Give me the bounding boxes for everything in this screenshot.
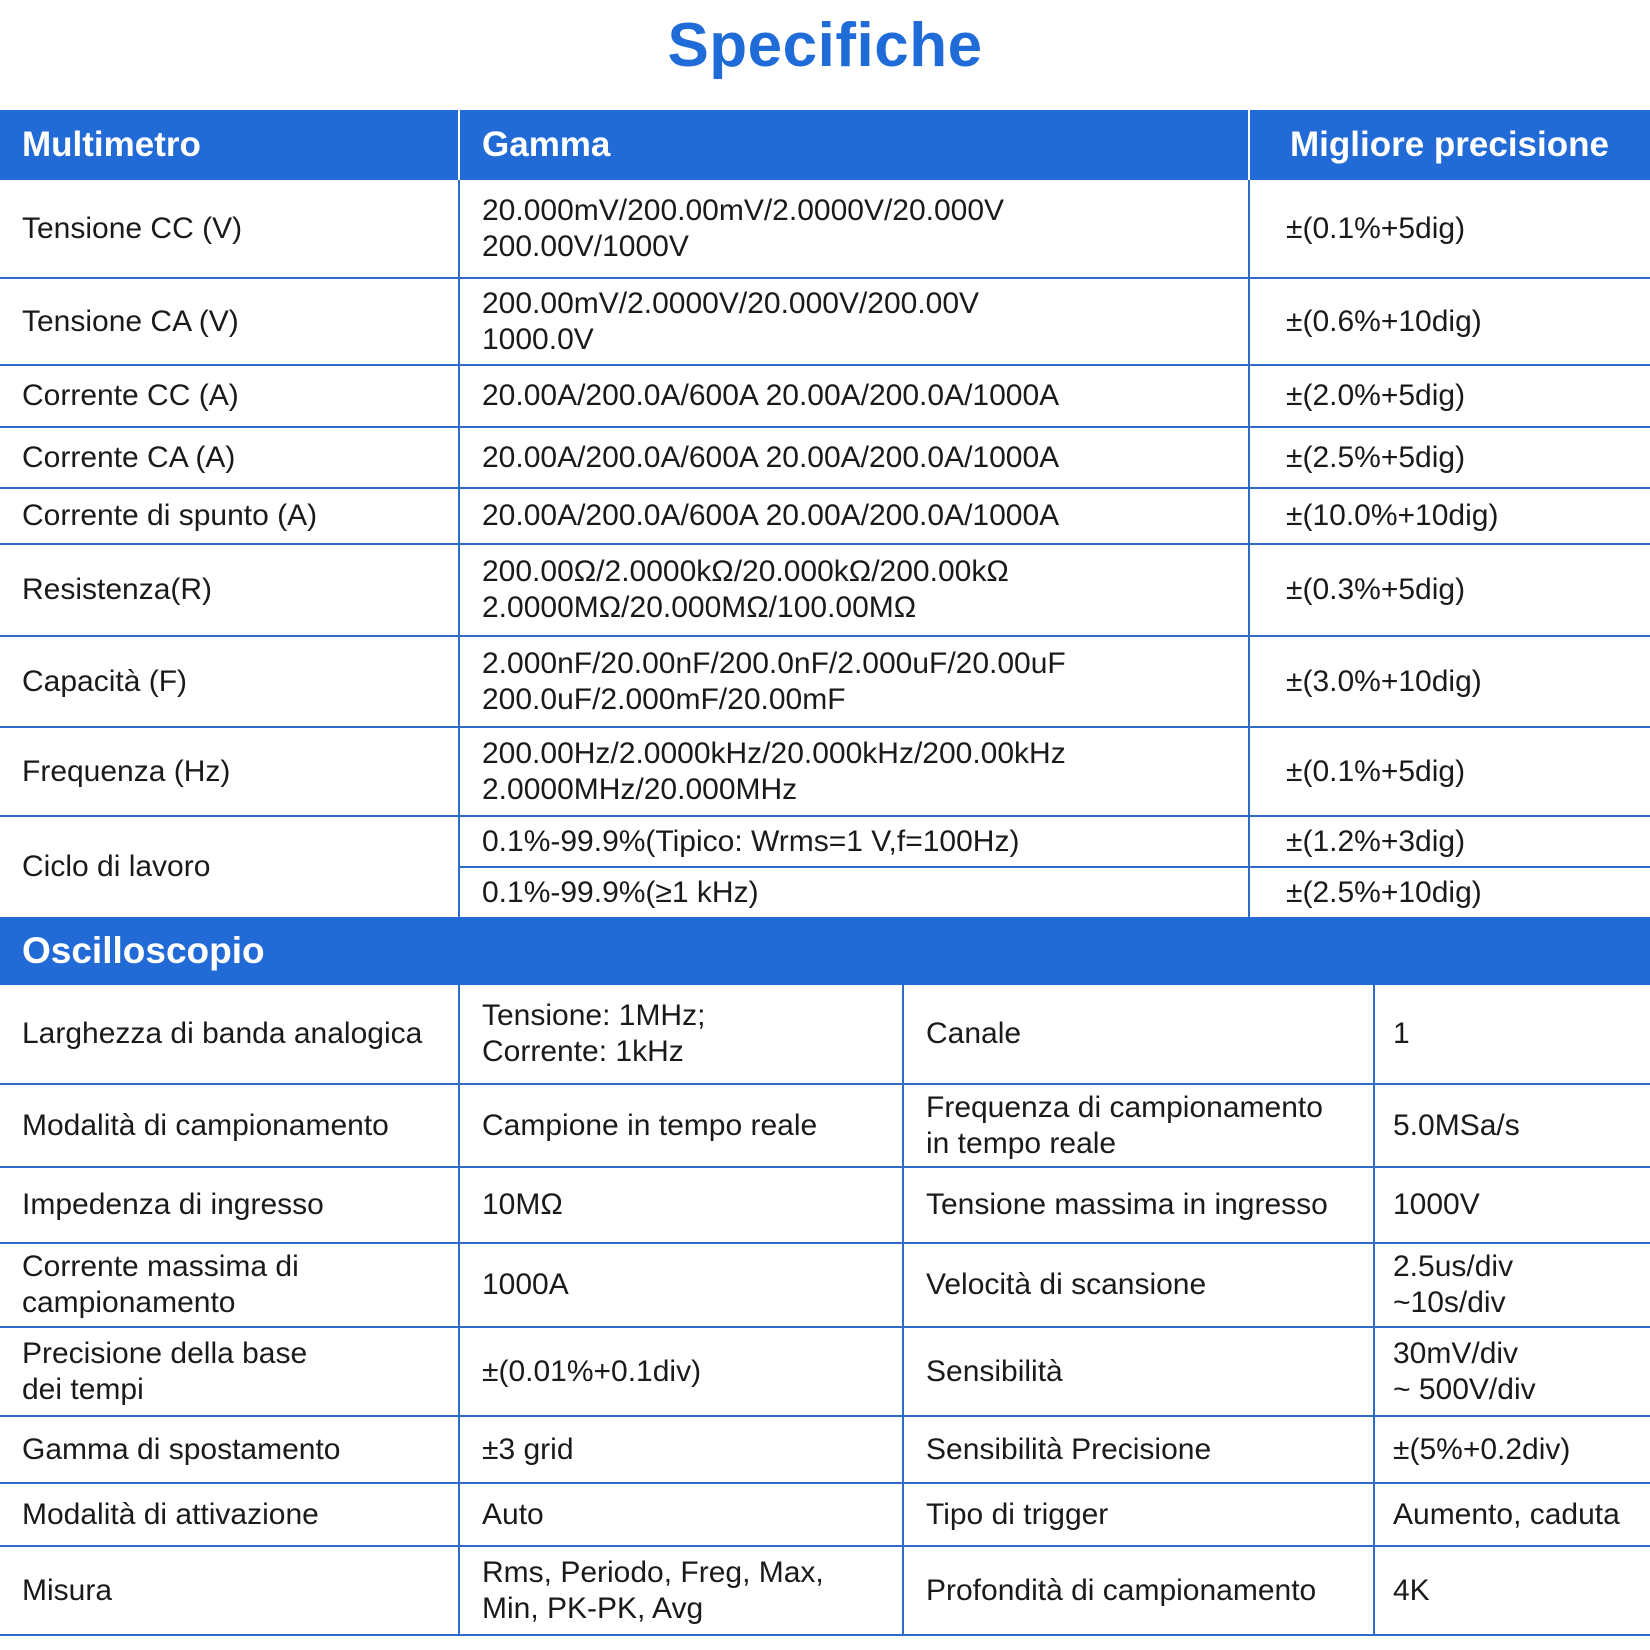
spec-value: ±(0.01%+0.1div) [460,1328,904,1415]
row-accuracy: ±(0.1%+5dig) [1286,211,1466,245]
row-accuracy: ±(2.0%+5dig) [1286,379,1466,412]
row-label: Capacità (F) [0,637,460,726]
spec-label: Modalità di campionamento [0,1085,460,1166]
header-multimetro: Multimetro [0,110,460,180]
row-label: Corrente CA (A) [0,428,460,487]
row-range: 2.000nF/20.00nF/200.0nF/2.000uF/20.00uF 200.0uF/2.000mF/20.00mF [460,637,1250,726]
row-accuracy: ±(10.0%+10dig) [1286,499,1499,532]
spec-label: Profondità di campionamento [904,1547,1375,1634]
spec-label: Velocità di scansione [904,1244,1375,1326]
table-row [0,279,1650,366]
row-label: Tensione CA (V) [0,279,460,364]
row-label: Tensione CC (V) [0,180,460,277]
duty-subrows [460,817,1650,917]
row-range: 0.1%-99.9%(Tipico: Wrms=1 V,f=100Hz) [460,817,1250,866]
table-row [0,728,1650,817]
row-range: 20.00A/200.0A/600A 20.00A/200.0A/1000A [460,428,1250,487]
spec-label: Gamma di spostamento [0,1417,460,1482]
table-row [0,1244,1650,1328]
table-row [0,985,1650,1085]
row-label: Corrente CC (A) [0,366,460,426]
row-label: Frequenza (Hz) [0,728,460,815]
row-label: Ciclo di lavoro [0,817,460,917]
spec-label: Tensione massima in ingresso [904,1168,1375,1242]
row-range: 20.00A/200.0A/600A 20.00A/200.0A/1000A [460,489,1250,543]
spec-value: Tensione: 1MHz; Corrente: 1kHz [460,985,904,1083]
table-row [0,1328,1650,1417]
spec-value: Auto [460,1484,904,1545]
table-row [0,1547,1650,1636]
spec-label: Frequenza di campionamento in tempo reale [904,1085,1375,1166]
oscilloscope-title: Oscilloscopio [22,930,265,971]
row-accuracy: ±(3.0%+10dig) [1286,664,1482,698]
oscilloscope-header [0,917,1650,985]
spec-value: 10MΩ [460,1168,904,1242]
table-row [0,1085,1650,1168]
spec-label: Misura [0,1547,460,1634]
spec-value: 1 [1393,1017,1410,1050]
row-range: 20.000mV/200.00mV/2.0000V/20.000V 200.00V/1000V [460,180,1250,277]
page-title: Specifiche [667,11,983,80]
header-precisione: Migliore precisione [1290,125,1609,164]
row-accuracy: ±(2.5%+10dig) [1286,875,1482,909]
row-accuracy: ±(2.5%+5dig) [1286,440,1466,474]
spec-value: 30mV/div ~ 500V/div [1393,1336,1536,1406]
spec-value: 4K [1393,1573,1430,1607]
multimeter-header-row [0,110,1650,180]
oscilloscope-table [0,917,1650,1636]
spec-label: Modalità di attivazione [0,1484,460,1545]
row-range: 200.00Hz/2.0000kHz/20.000kHz/200.00kHz 2.0000MHz/20.000MHz [460,728,1250,815]
row-accuracy: ±(1.2%+3dig) [1286,824,1466,858]
row-label: Resistenza(R) [0,545,460,635]
row-accuracy: ±(0.3%+5dig) [1286,573,1466,606]
spec-value: 1000A [460,1244,904,1326]
duty-subrow [460,817,1650,868]
spec-value: 5.0MSa/s [1393,1108,1520,1142]
spec-label: Sensibilità Precisione [904,1417,1375,1482]
spec-value: Aumento, caduta [1393,1497,1620,1531]
row-label: Corrente di spunto (A) [0,489,460,543]
table-row [0,180,1650,279]
spec-value: Rms, Periodo, Freg, Max, Min, PK-PK, Avg [460,1547,904,1634]
header-gamma: Gamma [460,110,1250,180]
table-row [0,1484,1650,1547]
spec-label: Sensibilità [904,1328,1375,1415]
spec-label: Corrente massima di campionamento [0,1244,460,1326]
table-row [0,637,1650,728]
table-row [0,1417,1650,1484]
spec-label: Impedenza di ingresso [0,1168,460,1242]
spec-value: ±(5%+0.2div) [1393,1432,1571,1466]
row-accuracy: ±(0.1%+5dig) [1286,754,1466,788]
spec-value: 1000V [1393,1188,1480,1221]
spec-label: Precisione della base dei tempi [0,1328,460,1415]
row-range: 0.1%-99.9%(≥1 kHz) [460,868,1250,917]
row-range: 200.00mV/2.0000V/20.000V/200.00V 1000.0V [460,279,1250,364]
spec-label: Canale [904,985,1375,1083]
table-row [0,428,1650,489]
table-row-duty-cycle [0,817,1650,917]
table-row [0,1168,1650,1244]
row-accuracy: ±(0.6%+10dig) [1286,304,1482,338]
spec-label: Tipo di trigger [904,1484,1375,1545]
row-range: 200.00Ω/2.0000kΩ/20.000kΩ/200.00kΩ 2.0000MΩ/20.000MΩ/100.00MΩ [460,545,1250,635]
spec-value: Campione in tempo reale [460,1085,904,1166]
table-row [0,366,1650,428]
row-range: 20.00A/200.0A/600A 20.00A/200.0A/1000A [460,366,1250,426]
table-row [0,545,1650,637]
table-row [0,489,1650,545]
spec-label: Larghezza di banda analogica [0,985,460,1083]
spec-value: ±3 grid [460,1417,904,1482]
spec-value: 2.5us/div ~10s/div [1393,1250,1514,1319]
duty-subrow [460,868,1650,917]
multimeter-table [0,110,1650,917]
